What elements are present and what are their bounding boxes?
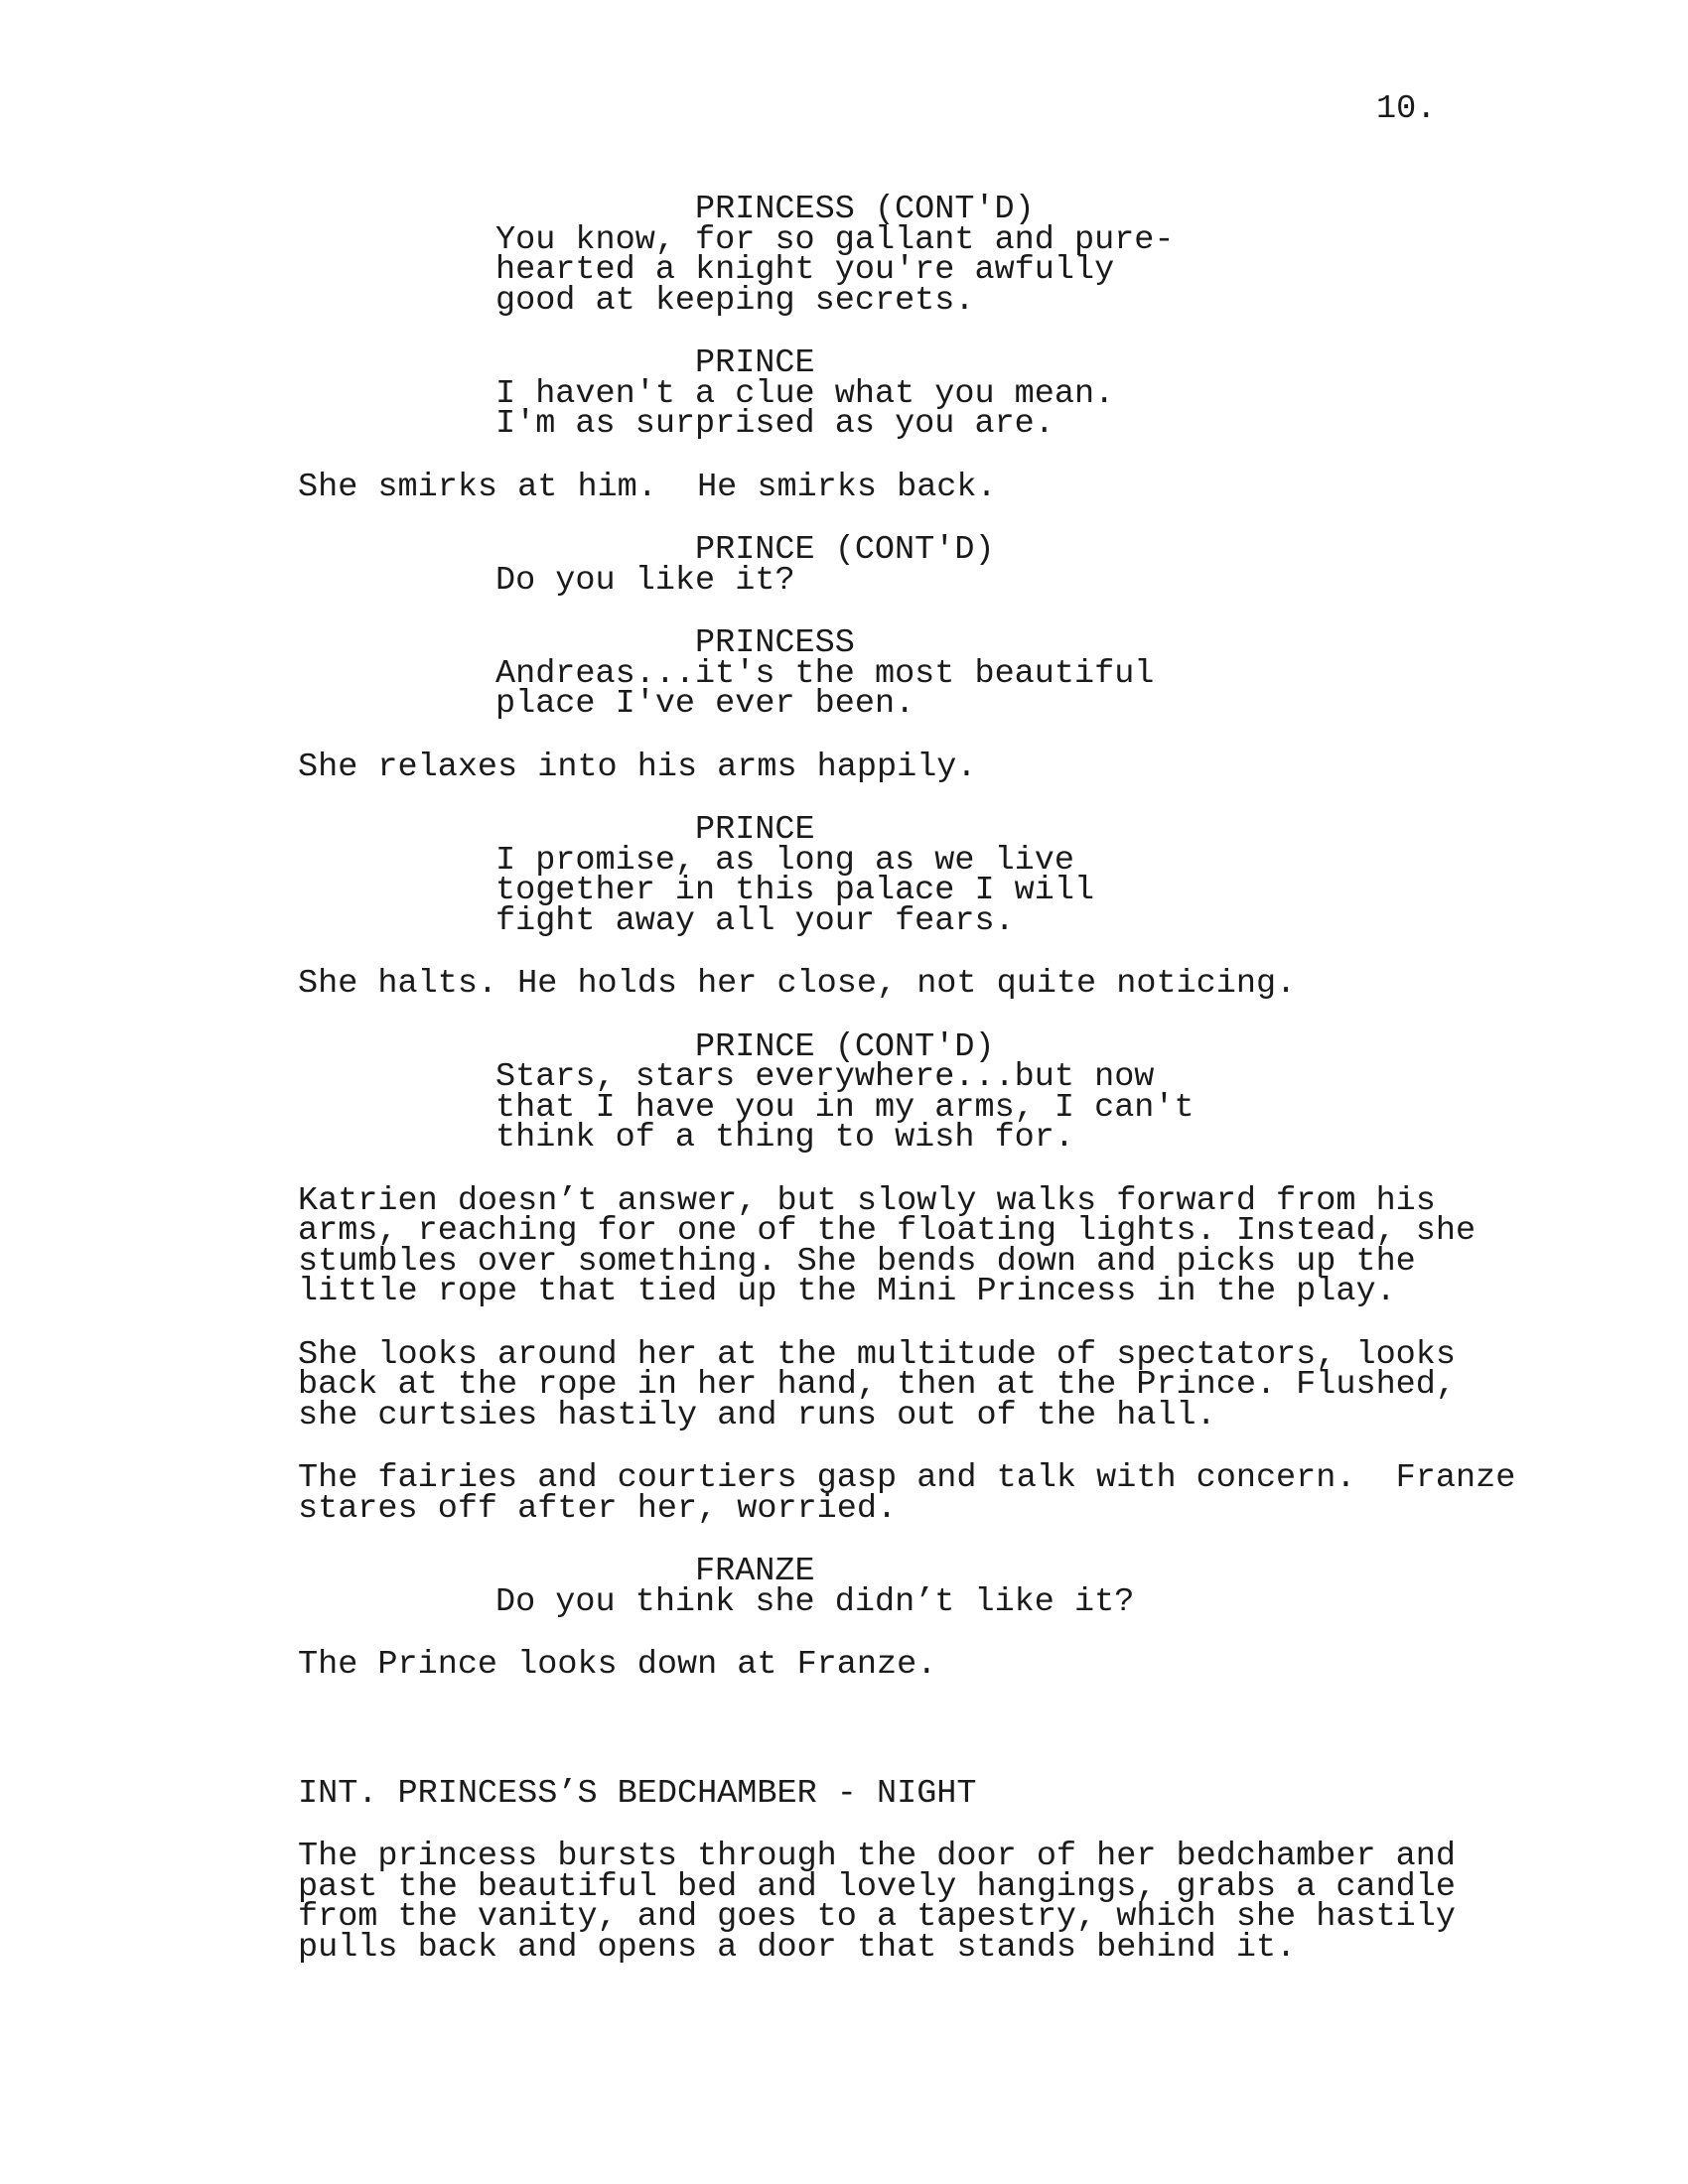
action-line: Katrien doesn’t answer, but slowly walks forward from his	[298, 1181, 1436, 1220]
action-block	[0, 1459, 1688, 1528]
dialogue-block	[0, 1027, 1688, 1157]
action-line: The fairies and courtiers gasp and talk with concern. Franze	[298, 1459, 1516, 1497]
dialogue-line: Do you like it?	[495, 561, 795, 600]
screenplay-body	[0, 191, 1688, 1995]
action-line: from the vanity, and goes to a tapestry, which she hastily	[298, 1898, 1456, 1936]
dialogue-line: together in this palace I will	[495, 872, 1095, 909]
dialogue-line: Do you think she didn’t like it?	[495, 1582, 1135, 1621]
action-line: The Prince looks down at Franze.	[298, 1646, 937, 1684]
action-line: stumbles over something. She bends down and picks up the	[298, 1242, 1416, 1281]
character-name: PRINCE (CONT'D)	[695, 531, 995, 569]
dialogue-line: Andreas...it's the most beautiful	[495, 654, 1155, 693]
action-line: pulls back and opens a door that stands behind it.	[298, 1928, 1297, 1967]
dialogue-block	[0, 344, 1688, 443]
character-name: PRINCE	[695, 811, 815, 849]
action-line: stares off after her, worried.	[298, 1489, 898, 1528]
action-block	[0, 1838, 1688, 1967]
action-line: The princess bursts through the door of her bedchamber and	[298, 1838, 1456, 1875]
action-block	[0, 965, 1688, 1003]
dialogue-block	[0, 531, 1688, 600]
scene-heading: INT. PRINCESS’S BEDCHAMBER - NIGHT	[298, 1774, 977, 1813]
action-line: She halts. He holds her close, not quite noticing.	[298, 965, 1297, 1003]
scene-break-spacer	[0, 1713, 1688, 1779]
action-line: She smirks at him. He smirks back.	[298, 468, 997, 506]
dialogue-line: hearted a knight you're awfully	[495, 251, 1115, 289]
dialogue-line: I haven't a clue what you mean.	[495, 374, 1115, 413]
dialogue-line: I'm as surprised as you are.	[495, 405, 1055, 443]
character-name: PRINCESS	[695, 624, 855, 662]
action-line: She relaxes into his arms happily.	[298, 748, 977, 786]
page-number: 10.	[1376, 90, 1437, 128]
dialogue-block	[0, 1553, 1688, 1621]
dialogue-line: think of a thing to wish for.	[495, 1119, 1074, 1157]
action-block	[0, 1181, 1688, 1310]
action-block	[0, 468, 1688, 506]
action-line: arms, reaching for one of the floating lights. Instead, she	[298, 1212, 1477, 1250]
action-line: past the beautiful bed and lovely hangings, grabs a candle	[298, 1867, 1456, 1906]
dialogue-line: You know, for so gallant and pure-	[495, 220, 1175, 259]
scene-heading-block	[0, 1774, 1688, 1813]
character-name: PRINCESS (CONT'D)	[695, 191, 1035, 228]
dialogue-line: that I have you in my arms, I can't	[495, 1088, 1195, 1127]
action-line: She looks around her at the multitude of spectators, looks	[298, 1335, 1456, 1374]
action-block	[0, 748, 1688, 786]
dialogue-line: good at keeping secrets.	[495, 281, 975, 320]
dialogue-block	[0, 624, 1688, 723]
character-name: PRINCE (CONT'D)	[695, 1027, 995, 1066]
character-name: PRINCE	[695, 344, 815, 382]
dialogue-block	[0, 811, 1688, 940]
dialogue-line: Stars, stars everywhere...but now	[495, 1058, 1155, 1096]
dialogue-line: place I've ever been.	[495, 685, 915, 723]
action-block	[0, 1646, 1688, 1684]
action-line: little rope that tied up the Mini Princess in the play.	[298, 1273, 1396, 1310]
dialogue-line: I promise, as long as we live	[495, 841, 1074, 880]
character-name: FRANZE	[695, 1553, 815, 1590]
dialogue-block	[0, 191, 1688, 320]
dialogue-line: fight away all your fears.	[495, 901, 1015, 940]
action-block	[0, 1335, 1688, 1434]
action-line: back at the rope in her hand, then at the Prince. Flushed,	[298, 1366, 1456, 1404]
action-line: she curtsies hastily and runs out of the hall.	[298, 1396, 1216, 1434]
